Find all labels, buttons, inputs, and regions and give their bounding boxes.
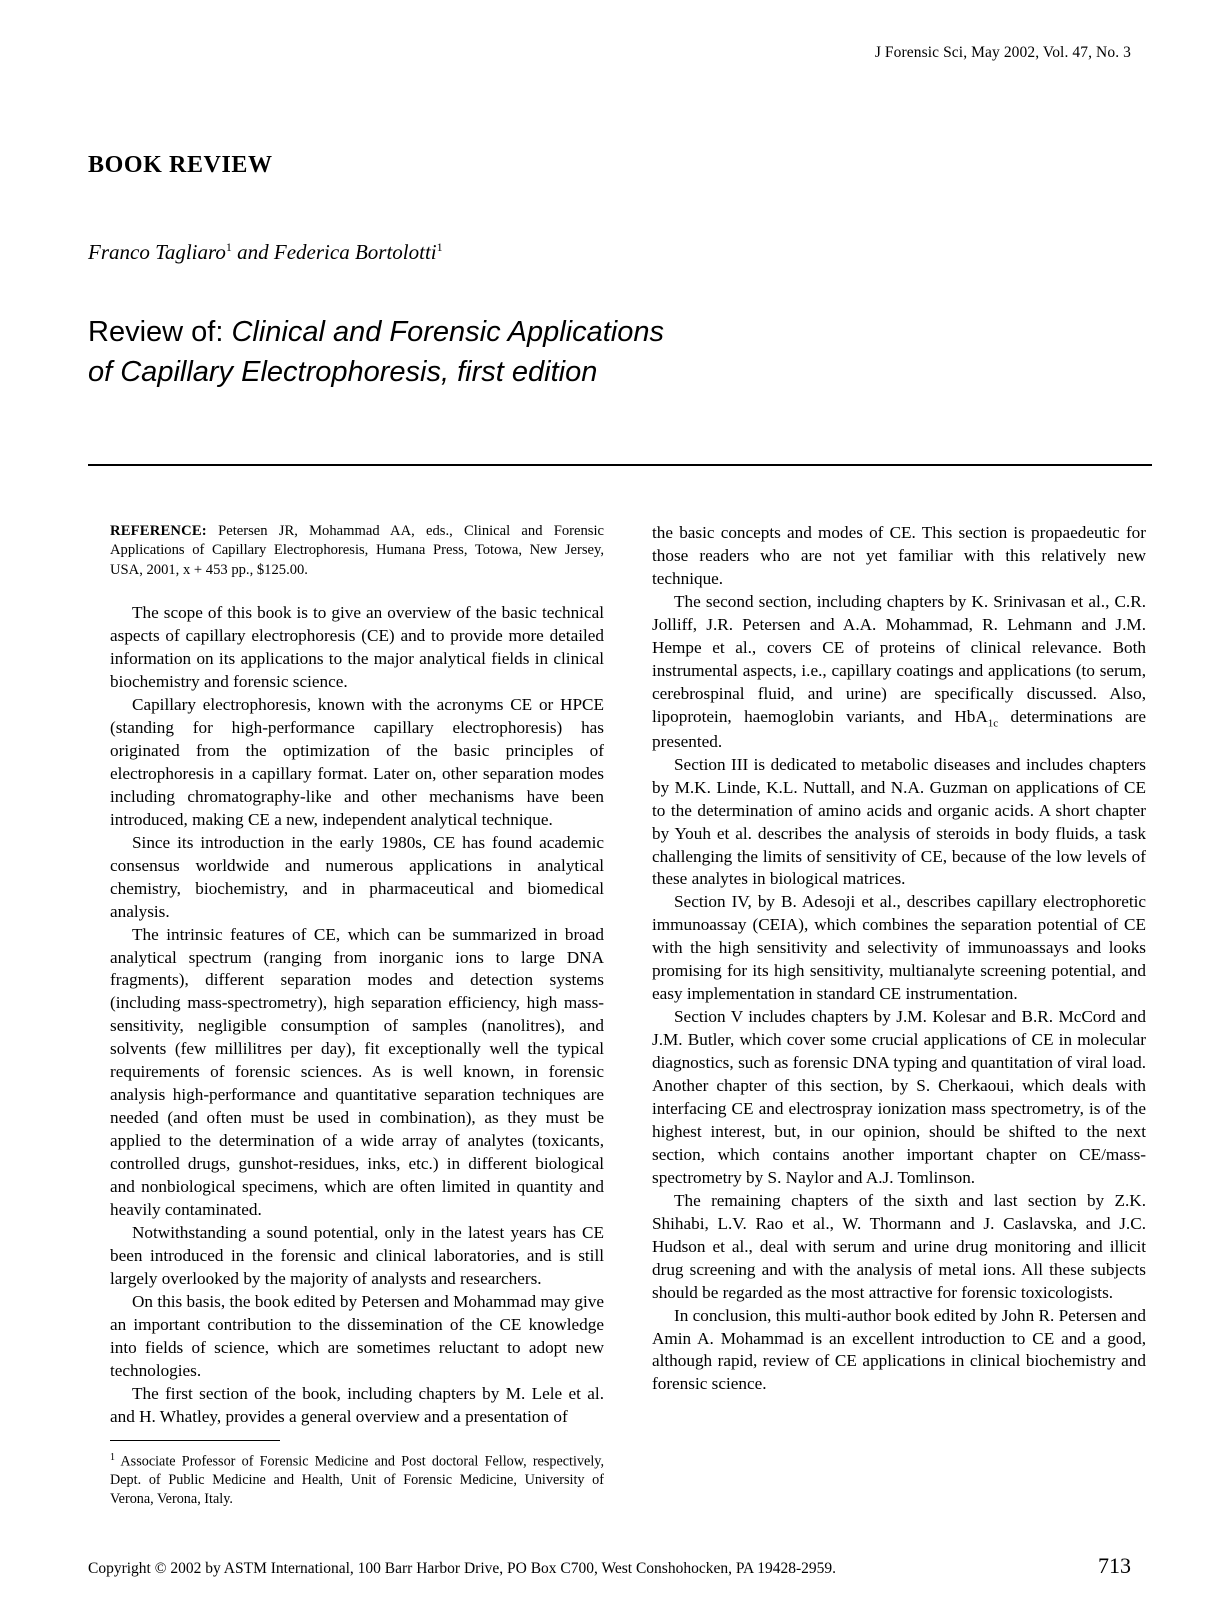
author-names-second: and Federica Bortolotti: [231, 240, 437, 264]
paragraph: The remaining chapters of the sixth and last section by Z.K. Shihabi, L.V. Rao et al., W. Thormann and J. Caslavska, and J.C. Hudson et al., deal with serum and urine drug monitoring and illicit drug screening and with the analysis of metal ions. All these subjects should be regarded as the most attractive for forensic toxicologists.: [652, 1190, 1146, 1302]
paragraph: The scope of this book is to give an overview of the basic technical aspects of capillary electrophoresis (CE) and to provide more detailed information on its applications to the major analytical fields in clinical biochemistry and forensic science.: [110, 603, 604, 692]
paragraph: In conclusion, this multi-author book edited by John R. Petersen and Amin A. Mohammad is an excellent introduction to CE and a good, although rapid, review of CE applications in clinical biochemistry and forensic science.: [652, 1305, 1146, 1394]
hba1c-subscript: 1c: [987, 717, 999, 730]
paragraph: The first section of the book, including chapters by M. Lele et al. and H. Whatley, provides a general overview and a presentation of: [110, 1383, 604, 1426]
paragraph: Notwithstanding a sound potential, only in the latest years has CE been introduced in the forensic and clinical laboratories, and is still largely overlooked by the majority of analysts and researchers.: [110, 1222, 604, 1288]
title-prefix: Review of:: [88, 316, 232, 348]
paragraph: On this basis, the book edited by Petersen and Mohammad may give an important contribution to the dissemination of the CE knowledge into fields of science, which are sometimes reluctant to adopt new technologies.: [110, 1291, 604, 1380]
left-column: [110, 522, 604, 1429]
right-column: [652, 522, 1146, 1429]
running-head: J Forensic Sci, May 2002, Vol. 47, No. 3: [874, 44, 1131, 61]
title-book-line-1: Clinical and Forensic Applications: [231, 316, 664, 348]
paragraph-part-pre: The second section, including chapters by K. Srinivasan et al., C.R. Jolliff, J.R. Petersen and A.A. Mohammad, R. Lehmann and J.M. Hempe et al., covers CE of proteins of clinical relevance. Both instrumental aspects, i.e., capillary coatings and applications (to serum, cerebrospinal fluid, and urine) are specifically discussed. Also, lipoprotein, haemoglobin variants, and HbA: [652, 591, 1146, 726]
paragraph: Section IV, by B. Adesoji et al., describes capillary electrophoretic immunoassay (CEIA), which combines the separation potential of CE with the high sensitivity and selectivity of immunoassays and looks promising for its high sensitivity, multianalyte screening potential, and easy implementation in standard CE instrumentation.: [652, 892, 1146, 1004]
paragraph: Since its introduction in the early 1980s, CE has found academic consensus worldwide and numerous applications in analytical chemistry, biochemistry, and in pharmaceutical and biomedical analysis.: [110, 832, 604, 921]
paragraph: Section V includes chapters by J.M. Kolesar and B.R. McCord and J.M. Butler, which cover some crucial applications of CE in molecular diagnostics, such as forensic DNA typing and quantitation of viral load. Another chapter of this section, by S. Cherkaoui, which deals with interfacing CE and electrospray ionization mass spectrometry, is of the highest interest, but, in our opinion, should be shifted to the next section, which contains another important chapter on CE/mass-spectrometry by S. Naylor and A.J. Tomlinson.: [652, 1007, 1146, 1187]
title-book-line-2: of Capillary Electrophoresis, first edition: [88, 356, 598, 389]
page-number: 713: [1098, 1553, 1131, 1578]
footnote-text: [110, 1451, 604, 1509]
author-footnote-marker-1: 1: [225, 240, 232, 254]
copyright-notice: Copyright © 2002 by ASTM International, 100 Barr Harbor Drive, PO Box C700, West Conshohocken, PA 19428-2959.: [88, 1560, 837, 1577]
horizontal-divider: [88, 464, 1152, 466]
paragraph: [652, 591, 1146, 754]
paragraph: the basic concepts and modes of CE. This section is propaedeutic for those readers who are not yet familiar with this relatively new technique.: [652, 523, 1146, 588]
author-byline: [88, 240, 443, 265]
footnote-body: Associate Professor of Forensic Medicine and Post doctoral Fellow, respectively, Dept. of Public Medicine and Health, Unit of Forensic Medicine, University of Verona, Verona, Italy.: [110, 1453, 604, 1508]
page-title: [88, 312, 988, 392]
reference-label: REFERENCE:: [110, 523, 207, 539]
footnote-marker: 1: [110, 1452, 115, 1463]
article-body: [110, 522, 1146, 1429]
reference-block: [110, 522, 604, 580]
paragraph-part-post: determinations are presented.: [652, 706, 1147, 751]
reference-text: Petersen JR, Mohammad AA, eds., Clinical and Forensic Applications of Capillary Electrophoresis, Humana Press, Totowa, New Jersey, USA, 2001, x + 453 pp., $125.00.: [110, 523, 604, 578]
paragraph: The intrinsic features of CE, which can be summarized in broad analytical spectrum (ranging from inorganic ions to large DNA fragments), different separation modes and detection systems (including mass-spectrometry), high separation efficiency, high mass-sensitivity, negligible consumption of samples (nanolitres), and solvents (few millilitres per day), fit exceptionally well the typical requirements of forensic sciences. As is well known, in forensic analysis high-performance and quantitative separation techniques are needed (and often must be used in combination), as they must be applied to the determination of a wide array of analytes (toxicants, controlled drugs, gunshot-residues, inks, etc.) in different biological and nonbiological specimens, which are often limited in quantity and heavily contaminated.: [110, 924, 604, 1219]
footnote-block: [110, 1440, 604, 1509]
author-names-first: Franco Tagliaro: [88, 240, 226, 264]
section-label: BOOK REVIEW: [88, 152, 273, 178]
page-footer: [88, 1553, 1131, 1579]
footnote-divider: [110, 1440, 280, 1441]
paragraph: Section III is dedicated to metabolic diseases and includes chapters by M.K. Linde, K.L. Nuttall, and N.A. Guzman on applications of CE to the determination of amino acids and organic acids. A short chapter by Youh et al. describes the analysis of steroids in body fluids, a task challenging the limits of sensitivity of CE, because of the low levels of these analytes in biological matrices.: [652, 754, 1146, 889]
paragraph: Capillary electrophoresis, known with the acronyms CE or HPCE (standing for high-performance capillary electrophoresis) has originated from the optimization of the basic principles of electrophoresis in a capillary format. Later on, other separation modes including chromatography-like and other mechanisms have been introduced, making CE a new, independent analytical technique.: [110, 695, 604, 829]
author-footnote-marker-2: 1: [436, 240, 443, 254]
